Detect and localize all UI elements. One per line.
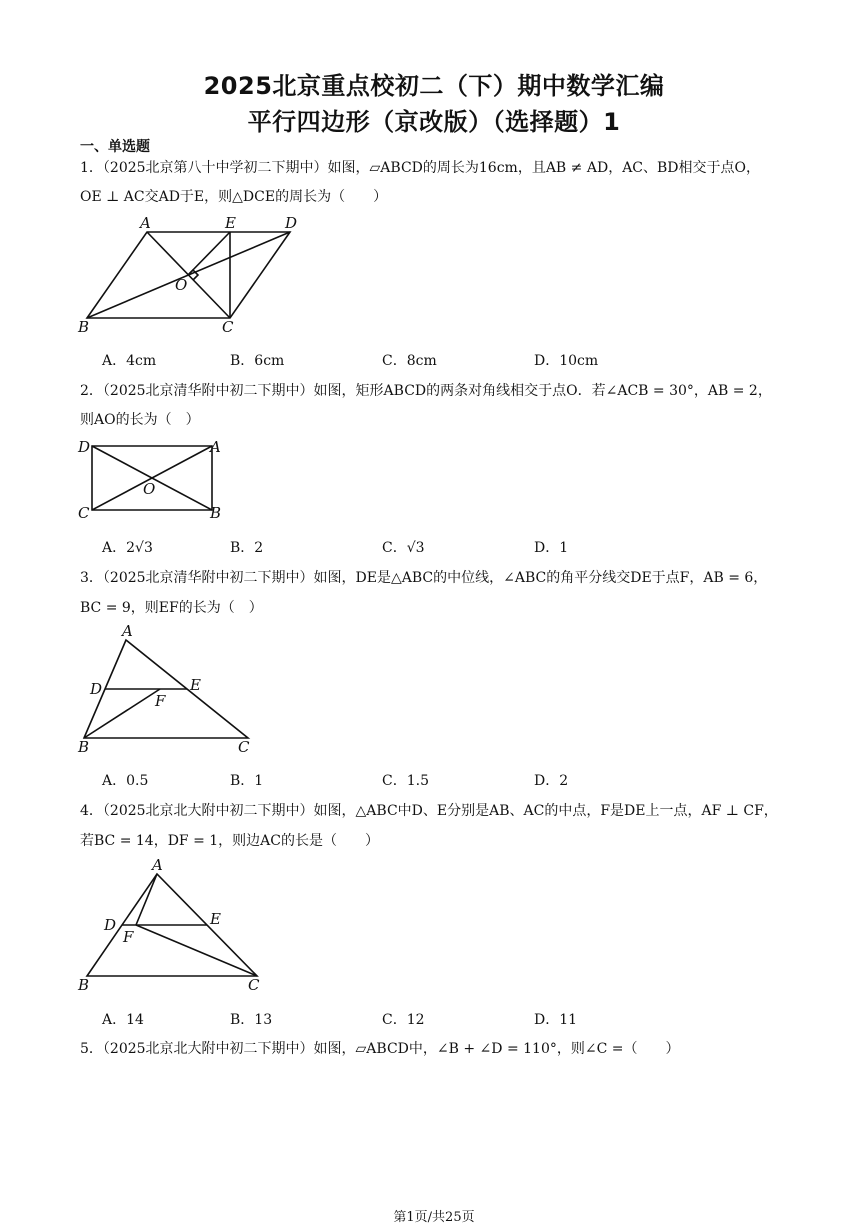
page-subtitle: 平行四边形（京改版）（选择题）1 <box>247 108 621 136</box>
page-footer: 第1页/共25页 <box>393 1210 475 1225</box>
label-c: C <box>248 976 260 994</box>
question-3-line-1: 3．（2025北京清华附中初二下期中）如图，DE是△ABC的中位线，∠ABC的角平分线交DE于点F，AB = 6， <box>80 570 768 586</box>
figure-triangle-q3 <box>70 622 270 757</box>
label-e: E <box>190 676 201 694</box>
q2-option-b: B．2 <box>230 540 264 556</box>
label-b: B <box>78 976 90 994</box>
question-3-line-2: BC = 9，则EF的长为（ ） <box>80 600 263 616</box>
label-e: E <box>225 214 236 232</box>
figure-parallelogram-q1 <box>70 210 320 340</box>
label-d: D <box>78 438 91 456</box>
label-a: A <box>152 856 163 874</box>
label-b: B <box>78 738 90 756</box>
q2-option-a: A．2√3 <box>102 540 153 556</box>
label-a: A <box>210 438 221 456</box>
label-d: D <box>104 916 117 934</box>
q4-option-c: C．12 <box>382 1012 425 1028</box>
segment-oe <box>188 232 230 275</box>
figure-rectangle-q2 <box>70 432 240 527</box>
question-2-line-2: 则AO的长为（ ） <box>80 412 200 428</box>
q3-option-b: B．1 <box>230 773 264 789</box>
label-a: A <box>122 622 133 640</box>
q1-option-d: D．10cm <box>534 353 599 369</box>
label-c: C <box>222 318 234 336</box>
label-f: F <box>155 692 166 710</box>
q2-option-c: C．√3 <box>382 540 425 556</box>
question-5-line-1: 5．（2025北京北大附中初二下期中）如图，▱ABCD中，∠B + ∠D = 110°，则∠C =（ ） <box>80 1041 680 1057</box>
label-e: E <box>210 910 221 928</box>
q1-option-b: B．6cm <box>230 353 285 369</box>
question-1-line-1: 1．（2025北京第八十中学初二下期中）如图，▱ABCD的周长为16cm，且AB ≠ AD，AC、BD相交于点O， <box>80 160 761 176</box>
label-d: D <box>90 680 103 698</box>
q4-option-b: B．13 <box>230 1012 273 1028</box>
question-4-line-1: 4．（2025北京北大附中初二下期中）如图，△ABC中D、E分别是AB、AC的中点，F是DE上一点，AF ⊥ CF， <box>80 803 778 819</box>
q4-option-d: D．11 <box>534 1012 578 1028</box>
q4-option-a: A．14 <box>102 1012 144 1028</box>
question-4-line-2: 若BC = 14，DF = 1，则边AC的长是（ ） <box>80 833 380 849</box>
label-b: B <box>78 318 90 336</box>
figure-triangle-q4 <box>70 856 270 996</box>
q3-option-a: A．0.5 <box>102 773 149 789</box>
label-c: C <box>238 738 250 756</box>
page-title: 2025北京重点校初二（下）期中数学汇编 <box>203 72 665 100</box>
label-a: A <box>140 214 151 232</box>
label-c: C <box>78 504 90 522</box>
q3-option-c: C．1.5 <box>382 773 429 789</box>
label-o: O <box>175 276 188 294</box>
q1-option-a: A．4cm <box>102 353 157 369</box>
label-b: B <box>210 504 222 522</box>
q3-option-d: D．2 <box>534 773 569 789</box>
segment-fc <box>136 925 257 976</box>
question-2-line-1: 2．（2025北京清华附中初二下期中）如图，矩形ABCD的两条对角线相交于点O．若∠ACB = 30°，AB = 2， <box>80 383 772 399</box>
question-1-line-2: OE ⊥ AC交AD于E，则△DCE的周长为（ ） <box>80 189 388 205</box>
section-heading: 一、单选题 <box>80 139 150 155</box>
label-f: F <box>123 928 134 946</box>
label-d: D <box>285 214 298 232</box>
label-o: O <box>143 480 156 498</box>
q2-option-d: D．1 <box>534 540 569 556</box>
q1-option-c: C．8cm <box>382 353 437 369</box>
